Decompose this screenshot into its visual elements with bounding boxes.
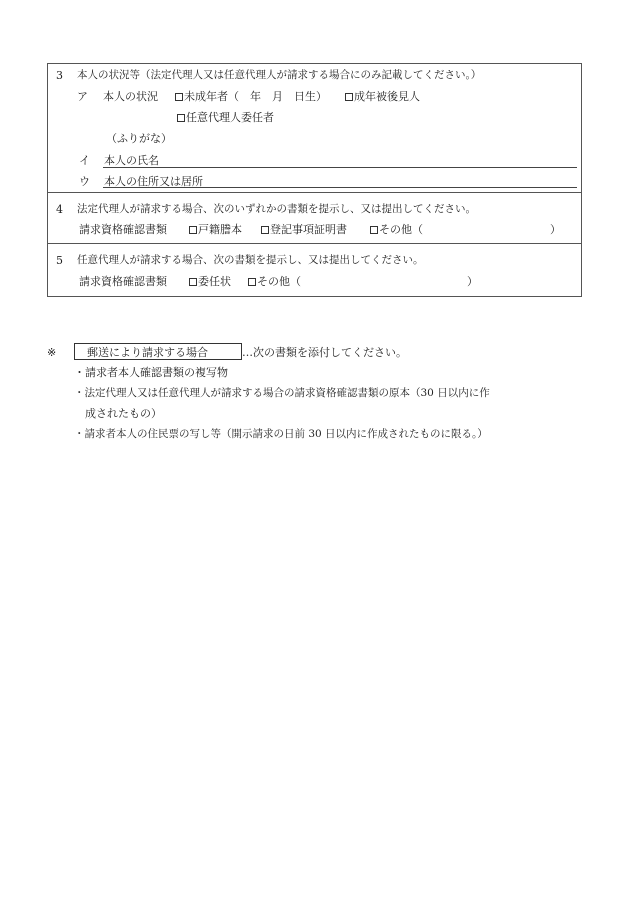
registry-certificate-option[interactable] (261, 224, 347, 235)
section4-other-checkbox[interactable] (370, 226, 378, 234)
section3-a-label: ア (77, 90, 88, 103)
name-underline[interactable] (103, 167, 577, 168)
adult-ward-checkbox[interactable] (345, 93, 353, 101)
section3-title: 本人の状況等（法定代理人又は任意代理人が請求する場合にのみ記載してください。） (77, 69, 482, 81)
section3-number: 3 (56, 69, 63, 82)
adult-ward-label: 成年被後見人 (354, 90, 420, 103)
power-of-attorney-label: 委任状 (198, 275, 231, 288)
registry-certificate-checkbox[interactable] (261, 226, 269, 234)
section4-doc-label: 請求資格確認書類 (79, 223, 167, 236)
section4-other-close: ） (550, 223, 561, 236)
section-divider-4-5 (47, 243, 582, 244)
proxy-delegator-checkbox[interactable] (177, 114, 185, 122)
section5-other-checkbox[interactable] (248, 278, 256, 286)
section4-other-option[interactable] (370, 224, 423, 235)
minor-checkbox[interactable] (175, 93, 183, 101)
note-instruction: …次の書類を添付してください。 (242, 346, 407, 359)
note-mark: ※ (47, 346, 57, 359)
power-of-attorney-checkbox[interactable] (189, 278, 197, 286)
mail-request-label: 郵送により請求する場合 (87, 346, 208, 359)
address-label: 本人の住所又は居所 (104, 175, 203, 188)
note-bullet-3: ・請求者本人の住民票の写し等（開示請求の日前 30 日以内に作成されたものに限る。） (74, 428, 488, 440)
family-register-label: 戸籍謄本 (198, 223, 242, 236)
section5-number: 5 (56, 254, 63, 267)
mail-request-tag (74, 343, 242, 360)
name-label: 本人の氏名 (104, 154, 159, 167)
family-register-checkbox[interactable] (189, 226, 197, 234)
section5-other-label: その他（ (257, 275, 301, 288)
section5-other-option[interactable] (248, 276, 301, 287)
section5-title: 任意代理人が請求する場合、次の書類を提示し、又は提出してください。 (77, 254, 424, 266)
family-register-option[interactable] (189, 224, 242, 235)
minor-label: 未成年者（ 年 月 日生） (184, 90, 327, 103)
section3-a-text: 本人の状況 (103, 90, 158, 103)
minor-option[interactable] (175, 91, 327, 102)
furigana-label: （ふりがな） (106, 132, 172, 145)
note-bullet-2a: ・法定代理人又は任意代理人が請求する場合の請求資格確認書類の原本（30 日以内に作 (74, 387, 490, 399)
section5-doc-label: 請求資格確認書類 (79, 275, 167, 288)
section-divider-3-4 (47, 192, 582, 193)
section3-u-label: ウ (79, 175, 90, 188)
power-of-attorney-option[interactable] (189, 276, 231, 287)
proxy-delegator-option[interactable] (177, 112, 274, 123)
section3-i-label: イ (79, 154, 90, 167)
proxy-delegator-label: 任意代理人委任者 (186, 111, 274, 124)
section4-number: 4 (56, 203, 63, 216)
adult-ward-option[interactable] (345, 91, 420, 102)
section5-other-close: ） (467, 275, 478, 288)
note-bullet-2b: 成されたもの） (85, 407, 162, 420)
section4-title: 法定代理人が請求する場合、次のいずれかの書類を提示し、又は提出してください。 (77, 203, 476, 215)
address-underline[interactable] (103, 187, 577, 188)
section4-other-label: その他（ (379, 223, 423, 236)
registry-certificate-label: 登記事項証明書 (270, 223, 347, 236)
note-bullet-1: ・請求者本人確認書類の複写物 (74, 366, 228, 379)
